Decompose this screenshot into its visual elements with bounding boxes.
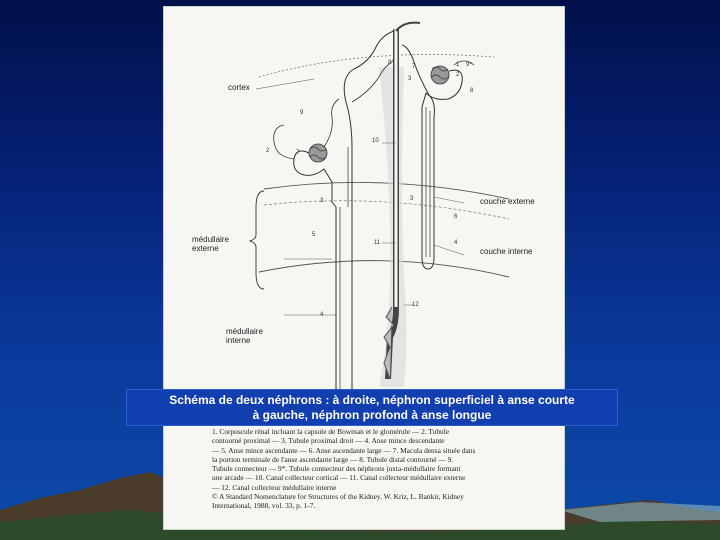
legend-line: — 12. Canal collecteur médullaire interne <box>212 482 337 492</box>
medullaire-externe-label: médullaire externe <box>192 235 229 253</box>
number-label: 3 <box>320 198 324 204</box>
legend-line: Tubule connecteur — 9*. Tubule connecteur des néphrons juxta-médullaire formant <box>212 464 461 474</box>
number-label: 7 <box>412 64 416 70</box>
number-label: 3 <box>410 196 414 202</box>
legend-line: 1. Corpuscule rénal incluant la capsule de Bowman et le glomérule — 2. Tubule <box>212 427 450 436</box>
figure-legend <box>212 427 552 511</box>
caption-line-1: Schéma de deux néphrons : à droite, néphron superficiel à anse courte <box>169 393 575 407</box>
number-label: 7 <box>296 150 300 156</box>
number-label: 4 <box>320 312 324 318</box>
legend-line: — 5. Anse mince ascendante — 6. Anse ascendante large — 7. Macula densa située dans <box>212 445 476 455</box>
number-label: 6 <box>454 214 458 220</box>
caption-line-2: à gauche, néphron profond à anse longue <box>252 408 492 422</box>
legend-line: une arcade — 10. Canal collecteur cortical — 11. Canal collecteur médullaire externe <box>212 473 466 483</box>
number-label: 3 <box>408 76 412 82</box>
medullaire-interne-label: médullaire interne <box>226 327 263 345</box>
couche-externe-label: couche externe <box>480 197 535 206</box>
couche-interne-label: couche interne <box>480 247 533 256</box>
number-label: 2 <box>266 148 270 154</box>
legend-line: International, 1988, vol. 33, p. 1-7. <box>212 501 316 511</box>
number-label: 9* <box>466 62 472 68</box>
scanned-figure <box>163 6 565 530</box>
number-label: 4 <box>454 240 458 246</box>
number-label: 9 <box>300 110 304 116</box>
number-label: 12 <box>412 302 419 308</box>
cortex-label: cortex <box>228 83 250 92</box>
number-label: 5 <box>312 232 316 238</box>
number-label: 11 <box>374 240 381 246</box>
number-label: 8 <box>470 88 474 94</box>
number-label: 2 <box>456 72 460 78</box>
number-label: 1 <box>456 62 460 68</box>
number-label: 8* <box>388 60 394 66</box>
legend-line: © A Standard Nomenclature for Structures of the Kidney. W. Kriz, L. Bankir, Kidney <box>212 492 464 502</box>
legend-line: la portion terminale de l'anse ascendante large — 8. Tubule distal contourné — 9. <box>212 454 454 464</box>
legend-line: contourné proximal — 3. Tubule proximal droit — 4. Anse mince descendante <box>212 436 445 446</box>
caption-box <box>126 389 618 426</box>
number-label: 10 <box>372 138 379 144</box>
